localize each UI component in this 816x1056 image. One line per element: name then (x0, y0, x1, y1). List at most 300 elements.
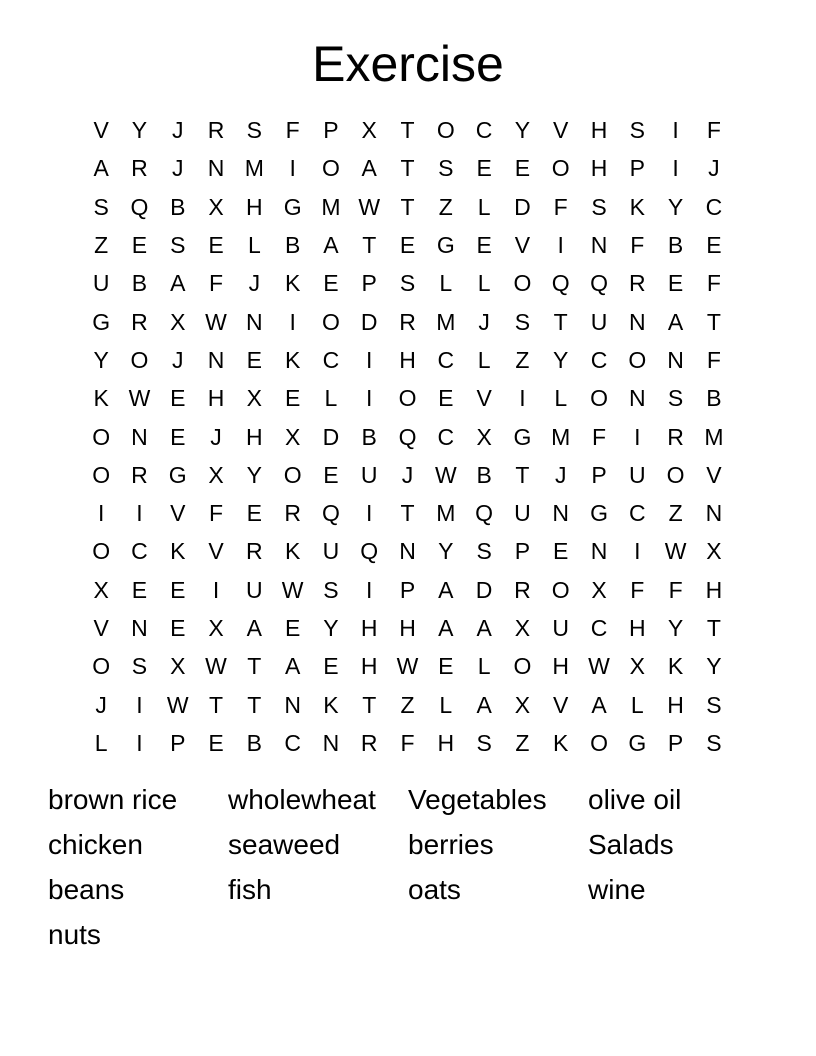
grid-letter: S (170, 232, 186, 259)
grid-letter: R (667, 423, 684, 450)
grid-letter: K (284, 538, 301, 565)
grid-letter: X (476, 423, 492, 450)
grid-letter: E (476, 232, 492, 259)
grid-letter: B (361, 423, 377, 450)
grid-letter: F (209, 270, 224, 297)
grid-letter: B (706, 385, 722, 412)
grid-letter: F (630, 232, 645, 259)
grid-letter: S (667, 385, 684, 412)
grid-letter: X (591, 576, 607, 603)
grid-letter: C (590, 346, 608, 373)
grid-letter: P (170, 729, 186, 756)
grid-letter: R (628, 270, 646, 297)
grid-letter: S (476, 729, 492, 756)
grid-letter: X (170, 308, 186, 335)
grid-letter: O (398, 385, 417, 412)
grid-letter: B (284, 232, 301, 259)
grid-letter: N (705, 500, 723, 527)
grid-letter: T (209, 691, 224, 718)
grid-row (82, 647, 733, 685)
grid-letter: F (591, 423, 607, 450)
grid-letter: E (246, 500, 262, 527)
grid-letter: O (590, 729, 608, 756)
grid-letter: T (706, 615, 721, 641)
grid-letter: S (438, 155, 454, 182)
grid-letter: E (170, 385, 186, 412)
grid-letter: A (170, 270, 186, 297)
grid-letter: X (93, 576, 109, 603)
grid-letter: N (207, 346, 225, 373)
grid-row (82, 456, 733, 494)
grid-letter: E (438, 385, 454, 412)
grid-letter: Q (475, 500, 494, 527)
grid-letter: A (438, 615, 454, 641)
grid-letter: U (92, 270, 110, 297)
grid-letter: L (247, 232, 261, 259)
grid-letter: A (246, 615, 262, 641)
grid-letter: I (366, 576, 373, 603)
grid-letter: E (131, 232, 148, 259)
grid-letter: Q (551, 270, 570, 297)
grid-letter: L (554, 385, 568, 412)
grid-letter: S (591, 193, 607, 220)
grid-letter: F (285, 117, 300, 144)
grid-letter: C (475, 117, 493, 144)
grid-letter: A (476, 691, 492, 718)
grid-letter: F (706, 117, 721, 144)
grid-letter: N (284, 691, 301, 718)
grid-letter: O (321, 308, 340, 335)
grid-letter: H (552, 653, 570, 680)
grid-letter: R (284, 500, 301, 527)
grid-letter: I (212, 576, 220, 603)
grid-letter: I (366, 500, 373, 527)
grid-letter: Y (514, 117, 531, 144)
word-list-item: berries (408, 829, 494, 860)
grid-letter: Z (438, 193, 453, 220)
grid-letter: T (400, 193, 415, 220)
grid-letter: E (553, 538, 569, 565)
grid-letter: I (289, 308, 296, 335)
grid-letter: Y (667, 193, 684, 220)
grid-letter: E (284, 615, 301, 641)
grid-letter: H (360, 653, 378, 680)
grid-letter: T (247, 691, 262, 718)
grid-letter: G (628, 729, 647, 756)
grid-letter: J (210, 423, 222, 450)
grid-letter: D (322, 423, 340, 450)
grid-letter: O (551, 576, 570, 603)
grid-letter: N (399, 538, 416, 565)
grid-letter: C (284, 729, 301, 756)
grid-letter: O (590, 385, 608, 412)
grid-letter: F (706, 270, 721, 297)
grid-letter: P (629, 155, 645, 182)
grid-letter: T (247, 653, 262, 680)
grid-letter: H (590, 117, 608, 144)
grid-row (82, 188, 733, 226)
grid-letter: M (244, 155, 264, 182)
grid-letter: E (399, 232, 416, 259)
grid-letter: I (519, 385, 526, 412)
grid-letter: F (400, 729, 415, 756)
grid-letter: J (554, 461, 567, 488)
grid-letter: Y (323, 615, 339, 641)
grid-letter: U (514, 500, 531, 527)
word-list-item: seaweed (228, 829, 341, 860)
grid-letter: O (130, 346, 149, 373)
grid-letter: Z (515, 346, 530, 373)
grid-letter: J (171, 117, 184, 144)
grid-row (82, 111, 733, 149)
grid-letter: W (434, 461, 457, 488)
grid-letter: L (477, 653, 491, 680)
grid-letter: N (590, 232, 608, 259)
grid-letter: O (666, 461, 685, 488)
grid-letter: V (208, 538, 224, 565)
grid-letter: F (706, 346, 721, 373)
word-list-item: brown rice (48, 784, 178, 815)
grid-letter: J (478, 308, 490, 335)
grid-letter: H (705, 576, 723, 603)
grid-letter: R (131, 308, 148, 335)
grid-letter: Q (590, 270, 608, 297)
grid-row (82, 341, 733, 379)
grid-letter: C (437, 346, 455, 373)
grid-letter: J (171, 155, 184, 182)
grid-letter: V (476, 385, 492, 412)
grid-letter: A (667, 308, 684, 335)
grid-letter: O (513, 270, 532, 297)
grid-letter: N (131, 615, 148, 641)
grid-letter: V (706, 461, 722, 488)
grid-letter: C (322, 346, 340, 373)
grid-letter: R (514, 576, 531, 603)
grid-letter: G (590, 500, 608, 527)
grid-letter: S (246, 117, 262, 144)
grid-letter: T (362, 691, 377, 718)
grid-row (82, 571, 733, 609)
grid-letter: X (208, 193, 224, 220)
grid-letter: L (477, 193, 491, 220)
grid-letter: E (323, 461, 339, 488)
grid-letter: N (246, 308, 263, 335)
grid-letter: F (553, 193, 568, 220)
grid-letter: N (667, 346, 684, 373)
grid-letter: L (477, 270, 491, 297)
grid-letter: T (400, 155, 415, 182)
grid-letter: O (436, 117, 455, 144)
grid-letter: L (477, 346, 491, 373)
grid-letter: H (207, 385, 225, 412)
grid-letter: T (706, 308, 721, 335)
grid-letter: N (628, 385, 646, 412)
grid-letter: O (92, 653, 111, 680)
grid-letter: Q (360, 538, 379, 565)
grid-letter: A (323, 232, 339, 259)
grid-letter: B (131, 270, 148, 297)
grid-letter: E (170, 576, 186, 603)
grid-letter: B (476, 461, 492, 488)
grid-letter: U (628, 461, 646, 488)
grid-letter: H (246, 423, 263, 450)
grid-letter: H (667, 691, 684, 718)
grid-letter: M (321, 193, 341, 220)
grid-letter: L (630, 691, 644, 718)
grid-letter: O (283, 461, 302, 488)
grid-letter: U (590, 308, 608, 335)
grid-letter: I (136, 729, 143, 756)
grid-letter: O (628, 346, 647, 373)
grid-letter: M (704, 423, 724, 450)
grid-letter: Y (438, 538, 454, 565)
grid-letter: A (93, 155, 109, 182)
grid-letter: E (170, 615, 186, 641)
grid-letter: I (289, 155, 296, 182)
grid-letter: W (205, 653, 227, 680)
grid-letter: E (438, 653, 454, 680)
grid-letter: C (705, 193, 723, 220)
grid-row (82, 226, 733, 264)
word-list-item: nuts (48, 919, 101, 950)
grid-letter: D (514, 193, 531, 220)
grid-letter: U (322, 538, 340, 565)
grid-letter: M (436, 308, 456, 335)
grid-letter: E (514, 155, 531, 182)
grid-letter: F (630, 576, 645, 603)
grid-letter: I (634, 423, 641, 450)
grid-letter: K (284, 270, 301, 297)
grid-letter: Q (321, 500, 340, 527)
grid-letter: K (553, 729, 569, 756)
grid-letter: X (514, 691, 531, 718)
grid-letter: I (97, 500, 105, 527)
grid-letter: V (553, 117, 569, 144)
letter-grid (82, 111, 733, 762)
grid-letter: Z (400, 691, 415, 718)
word-list-item: beans (48, 874, 125, 905)
grid-letter: E (667, 270, 684, 297)
grid-letter: Z (668, 500, 683, 527)
word-list-item: fish (228, 874, 272, 905)
grid-row (82, 494, 733, 532)
grid-letter: V (553, 691, 569, 718)
grid-letter: A (476, 615, 492, 641)
grid-letter: L (94, 729, 108, 756)
grid-letter: E (706, 232, 722, 259)
grid-letter: L (439, 270, 453, 297)
grid-letter: S (706, 691, 722, 718)
grid-letter: W (396, 653, 419, 680)
grid-letter: X (284, 423, 301, 450)
grid-letter: S (323, 576, 339, 603)
grid-letter: N (628, 308, 646, 335)
grid-letter: I (366, 346, 373, 373)
word-list (48, 780, 768, 960)
grid-letter: X (208, 615, 224, 641)
grid-letter: C (131, 538, 148, 565)
grid-letter: O (92, 461, 111, 488)
grid-letter: A (361, 155, 377, 182)
grid-letter: X (246, 385, 262, 412)
grid-letter: Z (94, 232, 109, 259)
grid-row (82, 379, 733, 417)
grid-letter: I (366, 385, 373, 412)
grid-letter: Y (93, 346, 109, 373)
grid-row (82, 609, 733, 647)
grid-letter: H (437, 729, 455, 756)
grid-letter: Y (246, 461, 262, 488)
grid-letter: R (360, 729, 378, 756)
grid-letter: O (321, 155, 340, 182)
grid-letter: N (131, 423, 148, 450)
grid-letter: V (93, 117, 109, 144)
grid-letter: V (514, 232, 531, 259)
grid-letter: Z (515, 729, 530, 756)
grid-letter: H (360, 615, 378, 641)
grid-letter: B (170, 193, 186, 220)
grid-letter: U (360, 461, 378, 488)
word-list-item: wine (588, 874, 646, 905)
grid-letter: E (246, 346, 262, 373)
grid-letter: N (322, 729, 340, 756)
grid-letter: H (246, 193, 263, 220)
grid-letter: P (361, 270, 377, 297)
grid-letter: Q (130, 193, 149, 220)
grid-letter: U (246, 576, 263, 603)
word-list-item: Salads (588, 829, 674, 860)
grid-letter: Y (706, 653, 722, 680)
grid-letter: G (168, 461, 187, 488)
grid-letter: N (552, 500, 570, 527)
grid-letter: W (128, 385, 151, 412)
grid-letter: S (629, 117, 645, 144)
grid-letter: E (476, 155, 492, 182)
grid-letter: N (590, 538, 608, 565)
grid-letter: I (557, 232, 564, 259)
grid-letter: H (628, 615, 646, 641)
grid-letter: K (170, 538, 186, 565)
grid-letter: T (362, 232, 377, 259)
grid-letter: E (284, 385, 301, 412)
grid-letter: W (281, 576, 304, 603)
grid-row (82, 264, 733, 302)
grid-letter: K (284, 346, 301, 373)
grid-letter: P (591, 461, 607, 488)
grid-letter: B (246, 729, 262, 756)
grid-letter: Y (667, 615, 684, 641)
grid-letter: I (672, 155, 679, 182)
word-list-item: oats (408, 874, 461, 905)
grid-letter: J (171, 346, 184, 373)
grid-letter: S (131, 653, 148, 680)
grid-letter: J (401, 461, 414, 488)
grid-row (82, 532, 733, 570)
grid-letter: X (629, 653, 645, 680)
grid-letter: B (667, 232, 684, 259)
grid-letter: C (590, 615, 608, 641)
grid-letter: Y (131, 117, 148, 144)
grid-letter: H (590, 155, 608, 182)
grid-letter: T (553, 308, 568, 335)
grid-letter: V (170, 500, 186, 527)
grid-letter: X (361, 117, 377, 144)
grid-letter: X (706, 538, 722, 565)
grid-row (82, 724, 733, 762)
grid-row (82, 302, 733, 340)
grid-row (82, 685, 733, 723)
grid-letter: A (591, 691, 607, 718)
grid-letter: N (207, 155, 225, 182)
grid-letter: E (208, 232, 224, 259)
grid-letter: G (436, 232, 455, 259)
grid-letter: P (399, 576, 416, 603)
grid-letter: W (588, 653, 610, 680)
grid-letter: X (514, 615, 531, 641)
grid-letter: T (400, 117, 415, 144)
grid-letter: R (131, 461, 148, 488)
grid-letter: E (208, 729, 224, 756)
grid-letter: P (323, 117, 339, 144)
grid-letter: L (324, 385, 338, 412)
grid-letter: R (399, 308, 416, 335)
grid-letter: S (514, 308, 531, 335)
grid-letter: K (93, 385, 109, 412)
grid-letter: S (476, 538, 492, 565)
grid-letter: W (166, 691, 189, 718)
grid-letter: A (438, 576, 454, 603)
grid-letter: W (358, 193, 381, 220)
grid-letter: I (634, 538, 641, 565)
word-list-item: olive oil (588, 784, 682, 815)
grid-letter: W (664, 538, 687, 565)
grid-letter: C (437, 423, 455, 450)
grid-letter: T (400, 500, 415, 527)
grid-letter: K (629, 193, 645, 220)
grid-letter: R (131, 155, 148, 182)
grid-letter: T (515, 461, 530, 488)
grid-letter: E (131, 576, 148, 603)
grid-letter: I (672, 117, 679, 144)
grid-letter: O (92, 538, 111, 565)
grid-letter: O (92, 423, 111, 450)
grid-letter: R (246, 538, 263, 565)
grid-row (82, 149, 733, 187)
grid-letter: X (208, 461, 224, 488)
grid-letter: S (706, 729, 722, 756)
grid-letter: E (323, 270, 339, 297)
grid-letter: J (95, 691, 107, 718)
grid-letter: P (514, 538, 531, 565)
grid-letter: F (668, 576, 683, 603)
grid-letter: J (708, 155, 720, 182)
grid-letter: E (170, 423, 186, 450)
grid-letter: L (439, 691, 453, 718)
grid-letter: J (248, 270, 261, 297)
grid-letter: U (552, 615, 570, 641)
grid-letter: O (513, 653, 532, 680)
grid-row (82, 417, 733, 455)
grid-letter: C (628, 500, 646, 527)
grid-letter: Y (553, 346, 569, 373)
grid-letter: M (551, 423, 571, 450)
grid-letter: G (92, 308, 111, 335)
grid-letter: K (323, 691, 339, 718)
grid-letter: H (399, 346, 416, 373)
grid-letter: K (667, 653, 684, 680)
grid-letter: I (136, 691, 143, 718)
grid-letter: V (93, 615, 109, 641)
